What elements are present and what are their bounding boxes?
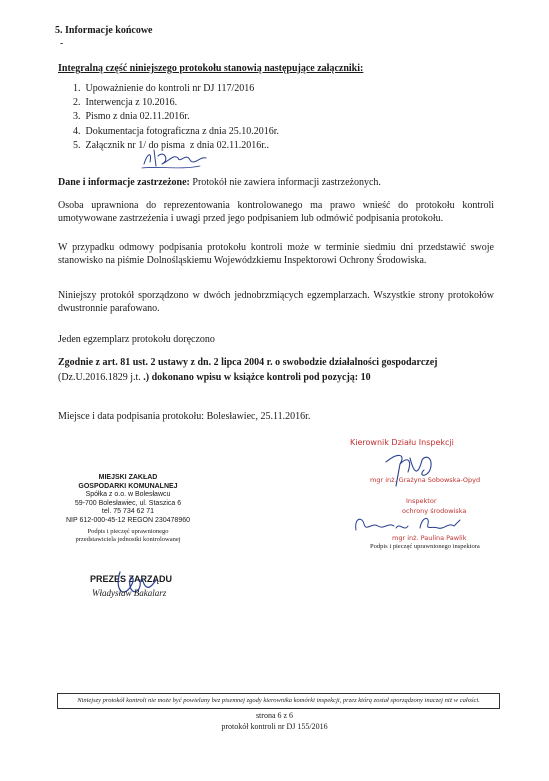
stamp-line: NIP 612-000-45-12 REGON 230478960 <box>65 516 190 524</box>
board-title: PREZES ZARZĄDU <box>90 574 173 584</box>
registry-entry: .) dokonano wpisu w książce kontroli pod pozycją: 10 <box>140 372 371 383</box>
stamp-line: GOSPODARKI KOMUNALNEJ <box>78 482 178 490</box>
confidential-label: Dane i informacje zastrzeżone: <box>58 177 190 188</box>
attachment-item: 1. Upoważnienie do kontroli nr DJ 117/2016 <box>73 83 255 94</box>
controlled-caption-line: Podpis i pieczęć uprawnionego <box>87 528 169 535</box>
initials-signature <box>140 146 212 172</box>
stamp-line: MIEJSKI ZAKŁAD <box>98 474 158 481</box>
footer-notice: Niniejszy protokół kontroli nie może być powielany bez pisemnej zgody kierownika komórki inspekcji, przez którą został sporządzony inaczej niż w całości. <box>57 693 500 709</box>
stamp-line: tel. 75 734 62 71 <box>101 508 155 515</box>
paragraph-copies: Niniejszy protokół sporządzono w dwóch jednobrzmiących egzemplarzach. Wszystkie strony protokołów dwustronnie parafowano. <box>58 290 494 314</box>
controlled-caption-line: przedstawiciela jednostki kontrolowanej <box>75 536 181 543</box>
stamp-line: Spółka z o.o. w Bolesławcu <box>85 491 171 498</box>
registry-law-ref: (Dz.U.2016.1829 j.t. <box>58 372 141 383</box>
section-dash: - <box>60 38 64 49</box>
controlled-caption <box>63 528 193 544</box>
paragraph-refusal: W przypadku odmowy podpisania protokołu kontroli może w terminie siedmiu dni przedstawić swoje stanowisko na piśmie Dolnośląskiemu Wojewódzkiemu Inspektorowi Ochrony Środowiska. <box>58 242 494 266</box>
section-title: 5. Informacje końcowe <box>55 25 153 36</box>
attachment-item: 4. Dokumentacja fotograficzna z dnia 25.10.2016r. <box>73 126 280 137</box>
attachments-heading: Integralną część niniejszego protokołu stanowią następujące załączniki: <box>58 63 364 74</box>
board-name: Władysław Bakalarz <box>92 588 167 598</box>
attachment-item: 2. Interwencja z 10.2016. <box>73 97 178 108</box>
stamp-line: 59-700 Bolesławiec, ul. Staszica 6 <box>74 499 182 507</box>
inspector-name: mgr inż. Paulina Pawlik <box>392 534 467 542</box>
paragraph-registry-line2 <box>58 371 371 384</box>
attachment-item: 3. Pismo z dnia 02.11.2016r. <box>73 111 190 122</box>
company-stamp <box>62 474 194 525</box>
confidential-value: Protokół nie zawiera informacji zastrzeżonych. <box>189 177 381 188</box>
paragraph-rights: Osoba uprawniona do reprezentowania kontrolowanego ma prawo wnieść do protokołu kontroli umotywowane zastrzeżenia i uwagi przed jego podpisaniem lub odmówić podpisania protokołu. <box>58 200 494 224</box>
attachment-item: 5. Załącznik nr 1/ do pisma z dnia 02.11.2016r.. <box>73 140 269 151</box>
inspector-subtitle: ochrony środowiska <box>402 507 467 515</box>
place-date: Miejsce i data podpisania protokołu: Bolesławiec, 25.11.2016r. <box>58 411 311 422</box>
head-title: Kierownik Działu Inspekcji <box>350 438 454 447</box>
inspector-caption: Podpis i pieczęć uprawnionego inspektora <box>370 543 480 550</box>
page-number: strona 6 z 6 <box>255 711 294 720</box>
confidential-info <box>58 176 381 189</box>
paragraph-delivered: Jeden egzemplarz protokołu doręczono <box>58 334 215 345</box>
head-name: mgr inż. Grażyna Sobowska-Opyd <box>370 476 481 484</box>
head-signature <box>378 450 444 490</box>
inspector-title: Inspektor <box>406 497 437 505</box>
paragraph-registry-line1: Zgodnie z art. 81 ust. 2 ustawy z dn. 2 lipca 2004 r. o swobodzie działalności gospodarczej <box>58 357 438 368</box>
protocol-number: protokół kontroli nr DJ 155/2016 <box>221 722 328 731</box>
